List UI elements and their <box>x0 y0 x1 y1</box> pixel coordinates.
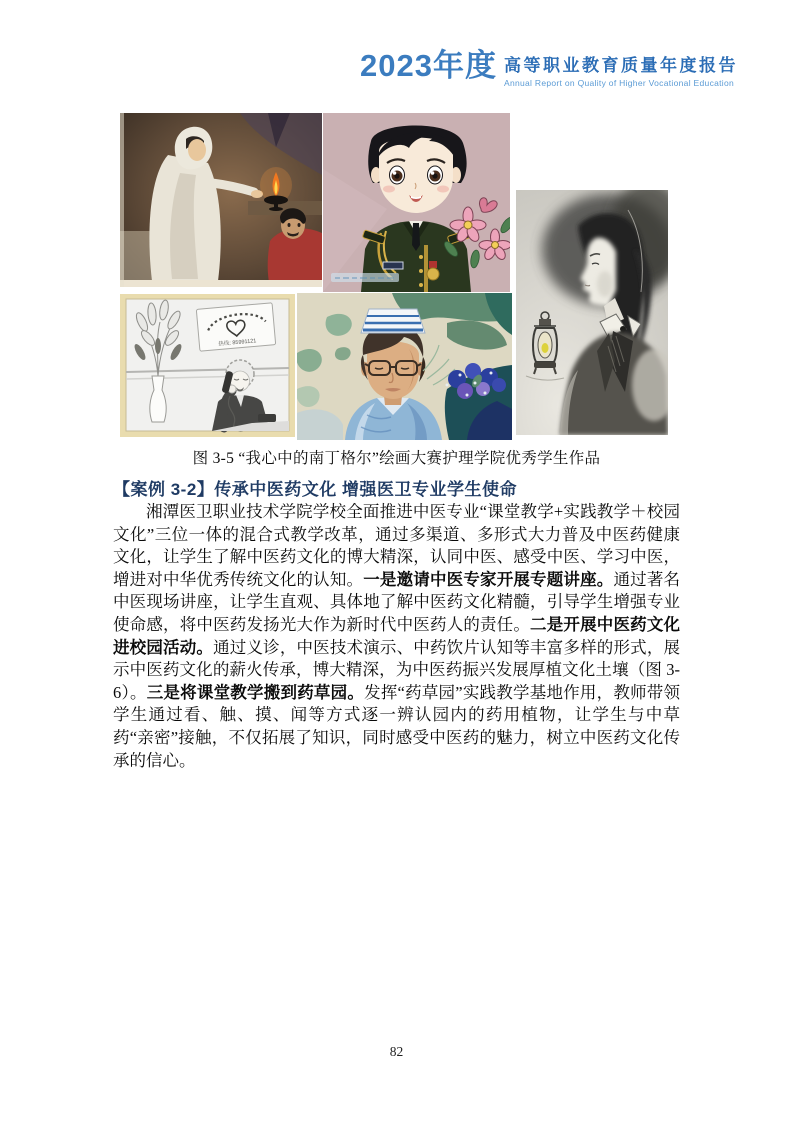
medal-icon <box>427 268 439 280</box>
paragraph-segment-bold: 二是开展中医药文化进校园活动。 <box>113 614 681 657</box>
header-year: 2023年度 <box>360 48 497 83</box>
header-title-block <box>504 56 738 88</box>
figure-3-5-collage <box>118 113 670 444</box>
page-header <box>360 50 738 88</box>
case-heading: 【案例 3-2】传承中医药文化 增强医卫专业学生使命 <box>113 480 518 499</box>
paragraph-segment: 湘潭医卫职业技术学院学校全面推进中医专业“课堂教学+实践教学＋校园文化”三位一体的混合式教学改革，通过多渠道、多形式大力普及中医药健康文化，让学生了解中医药文化的博大精深，认同中医、感受中医、学习中医，增进对中华优秀传统文化的认知。 <box>113 502 680 589</box>
paragraph-segment: 发挥“药草园”实践教学基地作用，教师带领学生通过看、触、摸、闻等方式逐一辨认园内的药用植物，让学生与中草药“亲密”接触，不仅拓展了知识，同时感受中医药的魅力，树立中医药文化传承的信心。 <box>113 682 681 770</box>
page-number: 82 <box>389 1044 404 1059</box>
watercolor-nurse-with-cap-and-bouquet <box>297 293 512 440</box>
figure-caption: 图 3-5 “我心中的南丁格尔”绘画大赛护理学院优秀学生作品 <box>192 450 601 467</box>
hotline-number: 热线: 85991121 <box>218 338 257 348</box>
paragraph-segment-bold: 一是邀请中医专家开展专题讲座。 <box>363 569 614 589</box>
paragraph-segment-bold: 三是将课堂教学搬到药草园。 <box>146 682 365 702</box>
paragraph-segment: 通过著名中医现场讲座，让学生直观、具体地了解中医药文化精髓，引导学生增强专业使命感，将中医药发扬光大作为新时代中医药人的责任。 <box>113 569 681 634</box>
oil-painting-nightingale-with-lamp <box>120 113 322 287</box>
hotline-sign <box>196 303 275 351</box>
name-plate <box>383 262 403 269</box>
case-paragraph <box>113 501 680 772</box>
report-title-en: Annual Report on Quality of Higher Vocational Education <box>503 77 735 88</box>
medal-ribbon <box>429 261 437 268</box>
phone-base <box>258 414 276 422</box>
tie <box>412 223 420 251</box>
pencil-drawing-elderly-hotline-volunteer <box>120 294 295 437</box>
ribbon-tie <box>620 326 626 332</box>
cartoon-portrait-military-nurse-with-flowers <box>323 113 510 292</box>
report-title-cn: 高等职业教育质量年度报告 <box>503 56 738 75</box>
artist-watermark <box>331 273 399 282</box>
charcoal-sketch-woman-profile-with-lantern <box>516 190 668 435</box>
paragraph-segment: 通过义诊，中医技术演示、中药饮片认知等丰富多样的形式，展示中医药文化的薪火传承，博大精深，为中医药振兴发展厚植文化土壤（图 3-6）。 <box>113 637 681 702</box>
